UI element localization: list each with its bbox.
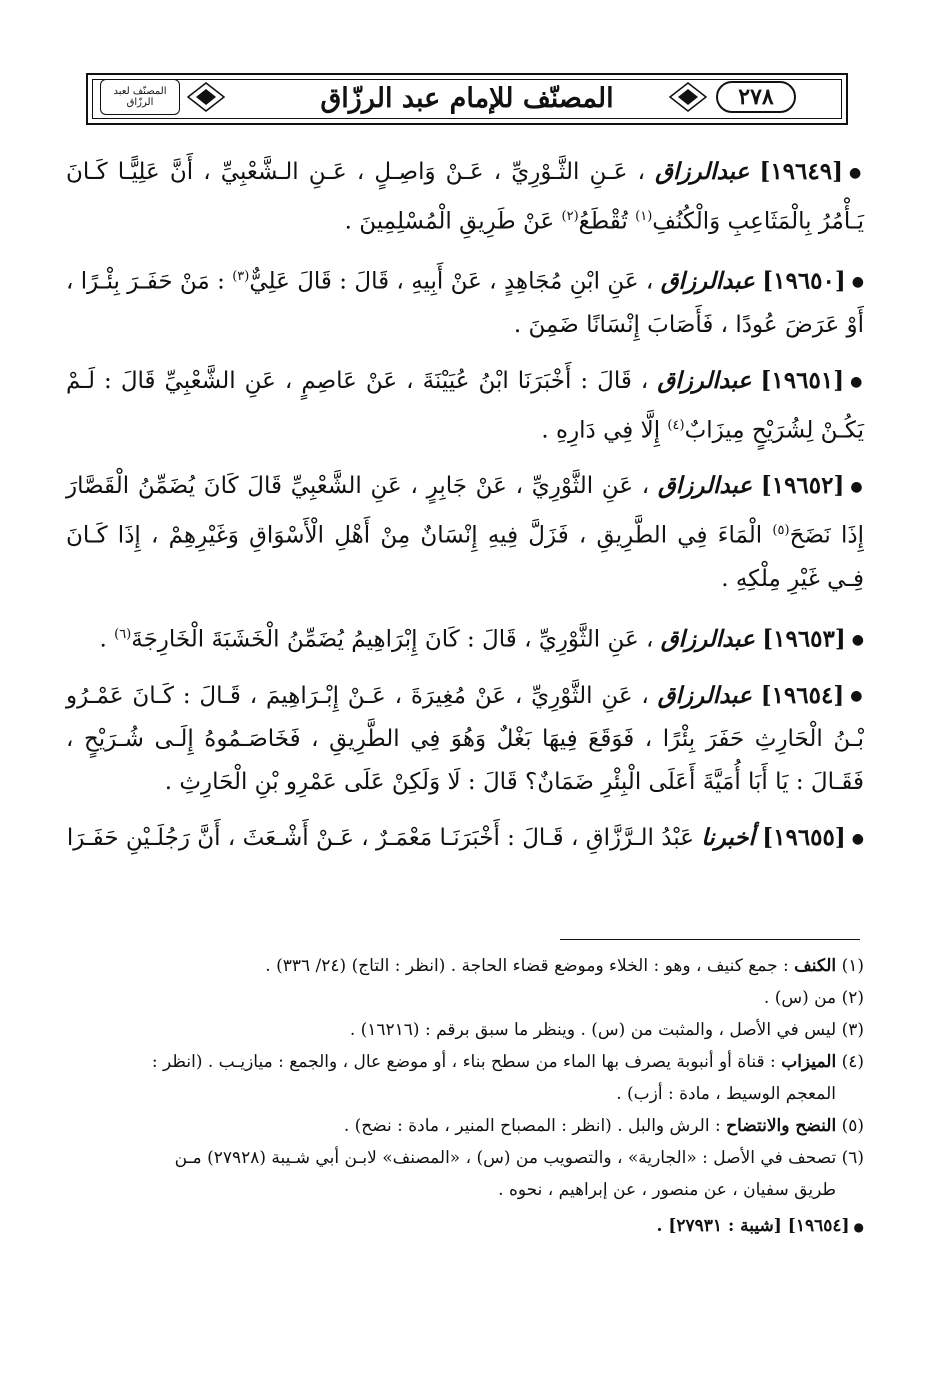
- footnote-ref: (٢): [561, 208, 579, 224]
- footnotes: [66, 950, 864, 1243]
- hadith-text: ، عَـنِ الثَّـوْرِيِّ ، عَـنْ وَاصِـلٍ ، عَـنِ الـشَّعْبِيِّ ، أَنَّ عَلِيًّـا كَـانَ يَـأْمُرُ بِالْمَثَاعِبِ وَالْكُنُفِ: [66, 159, 864, 235]
- footnote-3: [66, 1014, 864, 1046]
- footnote-separator: [560, 939, 860, 940]
- footnote-ref: (٤): [667, 417, 685, 433]
- bullet-icon: ●: [851, 631, 864, 648]
- hadith-text: إِلَّا فِي دَارِهِ .: [541, 417, 661, 444]
- footnote-text: : الرش والبل . (انظر : المصباح المنير ، مادة : نضح) .: [343, 1116, 721, 1136]
- footnote-number: (٣): [841, 1020, 864, 1040]
- footnote-text: ليس في الأصل ، والمثبت من (س) . وينظر ما سبق برقم : (١٦٢١٦) .: [349, 1020, 837, 1040]
- hadith-19650: [66, 255, 864, 347]
- footnote-number: (٢): [841, 988, 864, 1008]
- page-number: ٢٧٨: [716, 81, 796, 113]
- footnote-number: (١): [841, 956, 864, 976]
- hadith-text: تُقْطَعُ: [578, 208, 628, 235]
- footnote-5: [66, 1110, 864, 1142]
- bullet-icon: ●: [851, 830, 864, 847]
- ornament-right: [668, 81, 708, 113]
- hadith-number: [١٩٦٥٠]: [762, 267, 846, 295]
- hadith-number: [١٩٦٤٩]: [759, 158, 843, 185]
- hadith-number: [١٩٦٥٥]: [762, 824, 846, 852]
- hadith-number: [١٩٦٥١]: [760, 367, 845, 395]
- hadith-19654: [66, 674, 864, 805]
- hadith-text: .: [99, 626, 107, 653]
- hadith-19652: [66, 464, 864, 600]
- footnote-6: [66, 1142, 864, 1206]
- hadith-text: عَبْدُ الـرَّزَّاقِ ، قَـالَ : أَخْبَرَنَـا مَعْمَـرٌ ، عَـنْ أَشْـعَثَ ، أَنَّ رَجُلَـيْنِ حَفَـرَا: [66, 825, 694, 852]
- bullet-icon: ●: [850, 373, 865, 390]
- footnote-ref: (٦): [114, 626, 132, 642]
- footnote-continuation: المعجم الوسيط ، مادة : أزب) .: [616, 1084, 836, 1104]
- hadith-text: ، عَنِ الثَّوْرِيِّ ، عَنْ مُغِيرَةَ ، عَـنْ إِبْـرَاهِيمَ ، قَـالَ : كَـانَ عَمْـرُو بْـنُ الْحَارِثِ حَفَرَ بِئْرًا ، فَوَقَعَ فِيهَا بَغْلٌ وَهُوَ فِي الطَّرِيقِ ، فَخَاصَـمُوهُ إِلَـى شُـرَيْحٍ ، فَقَـالَ : يَا أَبَا أُمَيَّةَ أَعَلَى الْبِئْرِ ضَمَانٌ؟ قَالَ : لَا وَلَكِنْ عَلَى عَمْرِو بْنِ الْحَارِثِ .: [66, 682, 864, 796]
- hadith-19653: [66, 613, 864, 662]
- header-title: المصنّف للإمام عبد الرزّاق: [320, 83, 614, 114]
- bullet-icon: ●: [849, 164, 865, 181]
- footnote-2: [66, 982, 864, 1014]
- bullet-icon: ●: [851, 274, 865, 291]
- hadith-number: [١٩٦٥٢]: [760, 472, 845, 500]
- footnote-continuation: طريق سفيان ، عن منصور ، عن إبراهيم ، نحوه .: [498, 1180, 836, 1200]
- hadith-number: [١٩٦٥٤]: [760, 681, 845, 709]
- hadith-text: عَنْ طَرِيقِ الْمُسْلِمِينَ .: [344, 208, 555, 235]
- footnote-text: من (س) .: [763, 988, 837, 1008]
- footnote-1: [66, 950, 864, 982]
- hadith-text: ، عَنِ ابْنِ مُجَاهِدٍ ، عَنْ أَبِيهِ ، قَالَ : قَالَ عَلِيٌّ: [249, 268, 654, 295]
- bullet-icon: ●: [853, 1219, 864, 1234]
- footnote-headword: النضح والانتضاح: [726, 1116, 837, 1136]
- footnote-text: : قناة أو أنبوبة يصرف بها الماء من سطح بناء ، أو موضع عال ، والجمع : ميازيـب . (انظر :: [151, 1052, 776, 1072]
- footnote-number: (٦): [841, 1148, 864, 1168]
- footnote-4: [66, 1046, 864, 1110]
- footnote-text: تصحف في الأصل : «الجارية» ، والتصويب من (س) ، «المصنف» لابـن أبي شـيبة (٢٧٩٢٨) مـن: [174, 1148, 837, 1168]
- cross-reference: [66, 1210, 864, 1243]
- hadith-text: ، قَالَ : أَخْبَرَنَا ابْنُ عُيَيْنَةَ ، عَنْ عَاصِمٍ ، عَنِ الشَّعْبِيِّ قَالَ : لَـمْ يَكُـنْ لِشُرَيْحٍ مِيزَابٌ: [66, 368, 864, 444]
- hadith-source: أخبرنا: [701, 824, 755, 852]
- hadith-text: الْمَاءَ فِي الطَّرِيقِ ، فَزَلَّ فِيهِ إِنْسَانٌ مِنْ أَهْلِ الْأَسْوَاقِ وَغَيْرِهِمْ ، إِذَا كَـانَ فِـي غَيْرِ مِلْكِهِ .: [66, 522, 864, 592]
- main-text: [66, 150, 864, 873]
- emblem-text: المصنّف لعبد الرزّاق: [113, 86, 167, 108]
- footnote-number: (٤): [841, 1052, 864, 1072]
- hadith-source: عبدالرزاق: [657, 367, 752, 395]
- cross-reference-text: [١٩٦٥٤] [شيبة : ٢٧٩٣١] .: [656, 1216, 850, 1236]
- hadith-19649: [66, 150, 864, 243]
- footnote-ref: (٣): [232, 269, 250, 285]
- footnote-text: : جمع كنيف ، وهو : الخلاء وموضع قضاء الحاجة . (انظر : التاج) (٢٤/ ٣٣٦) .: [265, 956, 789, 976]
- hadith-19651: [66, 359, 864, 452]
- hadith-source: عبدالرزاق: [660, 267, 755, 295]
- hadith-source: عبدالرزاق: [657, 472, 753, 500]
- hadith-number: [١٩٦٥٣]: [762, 625, 846, 653]
- hadith-19655: [66, 816, 864, 861]
- running-header: [86, 73, 848, 125]
- hadith-source: عبدالرزاق: [660, 625, 755, 653]
- footnote-ref: (٥): [772, 522, 790, 538]
- footnote-headword: الميزاب: [781, 1052, 837, 1072]
- footnote-headword: الكنف: [794, 956, 837, 976]
- bullet-icon: ●: [850, 688, 864, 705]
- bullet-icon: ●: [850, 478, 865, 495]
- footnote-number: (٥): [841, 1116, 864, 1136]
- hadith-source: عبدالرزاق: [657, 681, 752, 709]
- hadith-text: : مَنْ حَفَـرَ بِئْـرًا ، أَوْ عَرَضَ عُودًا ، فَأَصَابَ إِنْسَانًا ضَمِنَ .: [66, 268, 864, 339]
- footnote-ref: (١): [635, 208, 653, 224]
- hadith-text: ، عَنِ الثَّوْرِيِّ ، عَنْ جَابِرٍ ، عَنِ الشَّعْبِيِّ قَالَ كَانَ يُضَمِّنُ الْقَصَّارَ إِذَا نَضَحَ: [66, 473, 864, 549]
- hadith-source: عبدالرزاق: [655, 158, 750, 185]
- hadith-text: ، عَنِ الثَّوْرِيِّ ، قَالَ : كَانَ إِبْرَاهِيمُ يُضَمِّنُ الْخَشَبَةَ الْخَارِجَةَ: [131, 626, 654, 653]
